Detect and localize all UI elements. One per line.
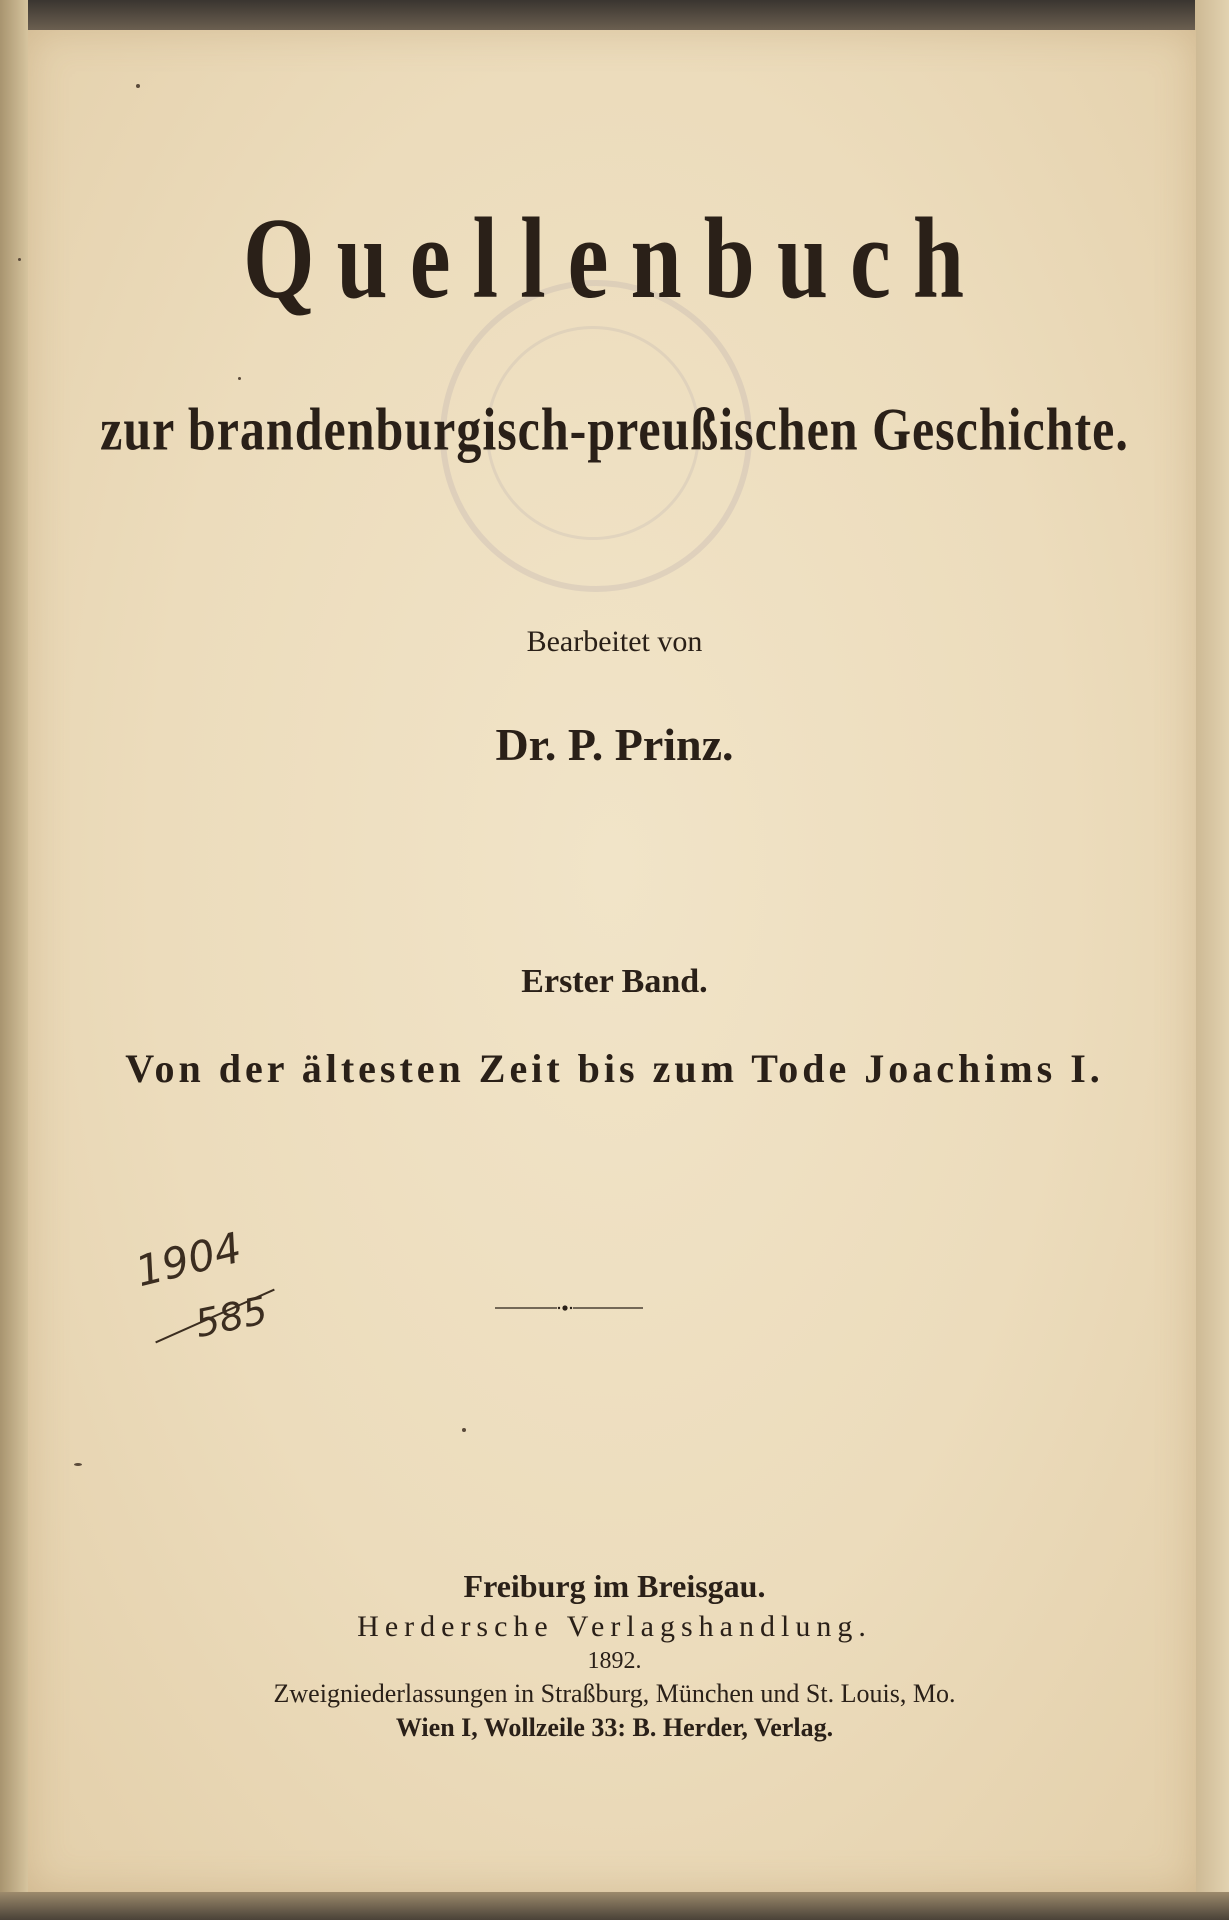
publication-place: Freiburg im Breisgau. [463,1568,766,1604]
handwritten-shelf-number [125,1222,285,1350]
book-title: Quellenbuch [242,194,986,322]
volume-label: Erster Band. [521,963,708,1000]
scan-bottom-border [0,1892,1229,1920]
paper-speck [136,84,140,88]
paper-speck [238,377,241,380]
scan-top-border [0,0,1229,30]
handwritten-number-bottom: 585 [191,1287,272,1347]
publisher-name: Herdersche Verlagshandlung. [357,1610,872,1643]
publication-year: 1892. [587,1648,642,1674]
paper-speck [18,258,21,261]
ornamental-divider [495,1305,643,1311]
author-name: Dr. P. Prinz. [495,719,734,770]
volume-subtitle: Von der ältesten Zeit bis zum Tode Joachims I. [125,1046,1104,1091]
publisher-vienna-address: Wien I, Wollzeile 33: B. Herder, Verlag. [395,1713,834,1742]
handwritten-number-top: 1904 [130,1222,247,1297]
paper-speck [462,1428,466,1432]
edited-by-label: Bearbeitet von [526,625,703,658]
publisher-branches: Zweigniederlassungen in Straßburg, München und St. Louis, Mo. [273,1679,956,1708]
paper-speck [74,1463,82,1466]
book-subtitle: zur brandenburgisch-preußischen Geschichte. [100,395,1129,463]
